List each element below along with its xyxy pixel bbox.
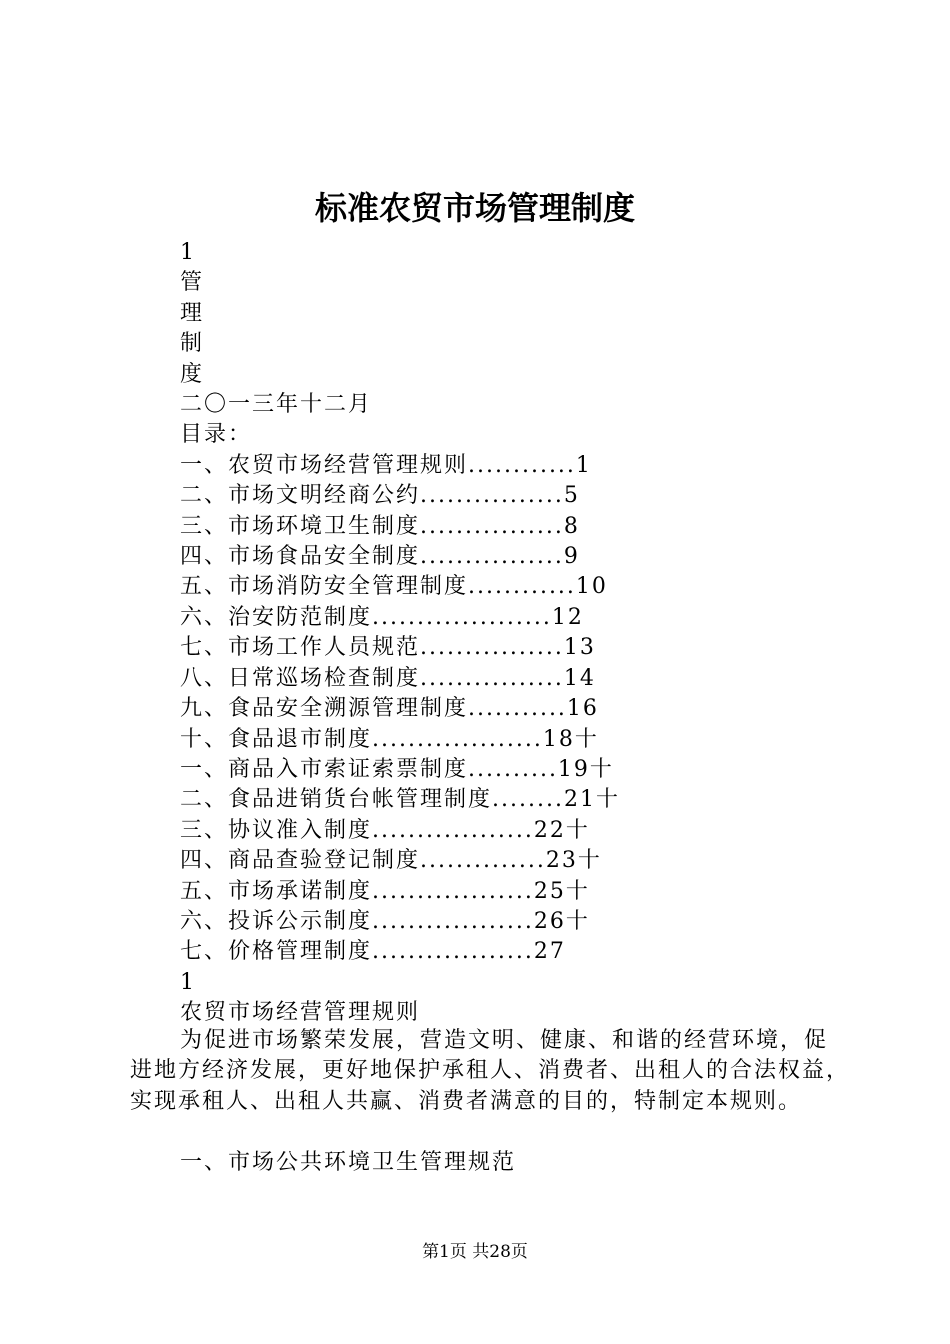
toc-item: 四、商品查验登记制度..............23十	[180, 848, 602, 874]
cover-line: 度	[180, 361, 205, 387]
document-title: 标准农贸市场管理制度	[314, 189, 635, 227]
toc-item: 四、市场食品安全制度................9	[180, 544, 580, 570]
toc-item: 五、市场承诺制度..................25十	[180, 878, 590, 904]
toc-item: 一、商品入市索证索票制度..........19十	[180, 756, 614, 782]
toc-item: 三、市场环境卫生制度................8	[180, 513, 580, 539]
toc-heading: 目录：	[180, 422, 253, 448]
intro-paragraph: 为促进市场繁荣发展，营造文明、健康、和谐的经营环境，促进地方经济发展，更好地保护承租人、消费者、出租人的合法权益，实现承租人、出租人共赢、消费者满意的目的，特制定本规则。	[130, 1028, 851, 1114]
toc-item: 二、市场文明经商公约................5	[180, 483, 580, 509]
section-title: 农贸市场经营管理规则	[180, 1000, 421, 1026]
page-footer: 第1页 共28页	[422, 1242, 528, 1262]
sub-heading: 一、市场公共环境卫生管理规范	[180, 1150, 517, 1175]
table-of-contents	[180, 451, 880, 968]
cover-line: 1	[180, 240, 196, 265]
toc-item: 六、投诉公示制度..................26十	[180, 908, 590, 934]
toc-item: 一、农贸市场经营管理规则............1	[180, 452, 592, 478]
toc-item: 七、市场工作人员规范................13	[180, 635, 596, 661]
toc-item: 八、日常巡场检查制度................14	[180, 665, 596, 691]
toc-item: 九、食品安全溯源管理制度...........16	[180, 696, 599, 722]
toc-item: 七、价格管理制度..................27	[180, 939, 566, 965]
cover-line: 管	[180, 270, 205, 296]
cover-line: 制	[180, 331, 205, 357]
toc-item: 十、食品退市制度...................18十	[180, 726, 599, 752]
toc-item: 三、协议准入制度..................22十	[180, 817, 590, 843]
cover-line: 理	[180, 300, 205, 326]
toc-item: 六、治安防范制度....................12	[180, 604, 584, 630]
toc-item: 五、市场消防安全管理制度............10	[180, 574, 608, 600]
toc-item: 二、食品进销货台帐管理制度........21十	[180, 787, 620, 813]
page-marker: 1	[180, 969, 196, 995]
document-body	[180, 238, 880, 1029]
cover-date: 二〇一三年十二月	[180, 392, 373, 418]
